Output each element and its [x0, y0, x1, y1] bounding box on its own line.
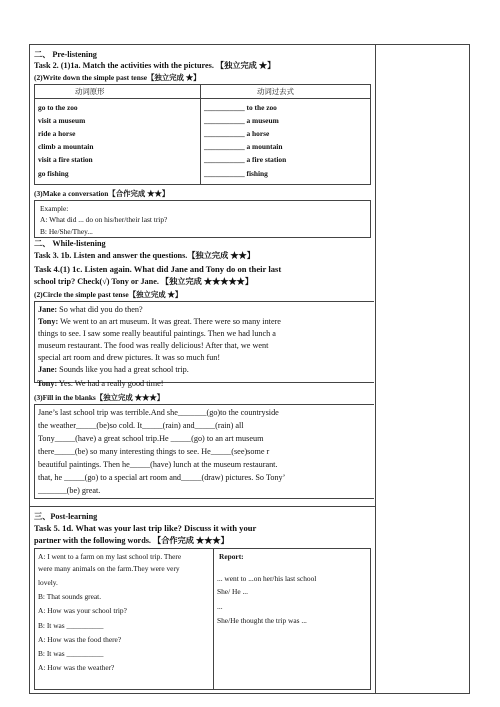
dialogue-line: A: How was the food there?: [38, 635, 122, 644]
report-line: She/ He ...: [217, 587, 248, 596]
base-verb: ride a horse: [38, 129, 76, 138]
task5-line2: partner with the following words. 【合作完成 ★★★】: [34, 536, 229, 545]
col-right-header: 动词过去式: [257, 87, 294, 96]
dialogue-line: B: It was __________: [38, 649, 104, 658]
section-divider: [30, 506, 375, 507]
dialogue-line: A: How was the weather?: [38, 663, 115, 672]
fill-line: beautiful paintings. Then he_____(have) lunch at the museum restaurant.: [38, 460, 278, 469]
example-box: [34, 200, 371, 238]
verb-table-divider: [200, 85, 201, 184]
dialogue-line: were many animals on the farm.They were very: [38, 564, 180, 573]
q3-label: (3)Make a conversation【合作完成 ★★】: [34, 189, 170, 198]
dialog-line: museum restaurant. The food was really delicious! After that, we went: [38, 341, 269, 350]
pre-heading: 二、 Pre-listening: [34, 50, 97, 59]
base-verb: go to the zoo: [38, 103, 78, 112]
past-verb: ___________ to the zoo: [204, 103, 277, 112]
example-line-b: B: He/She/They...: [40, 227, 93, 236]
task3-text: Task 3. 1b. Listen and answer the questions.【独立完成 ★★】: [34, 251, 255, 260]
verb-table-header-line: [35, 98, 370, 99]
discussion-divider: [213, 549, 214, 689]
post-heading: 三、Post-learning: [34, 512, 98, 521]
example-label: Example:: [40, 204, 69, 213]
main-column: [30, 45, 375, 693]
circle-label: (2)Circle the simple past tense【独立完成 ★】: [34, 290, 183, 299]
past-verb: ___________ a museum: [204, 116, 279, 125]
base-verb: climb a mountain: [38, 142, 94, 151]
dialogue-line: B: That sounds great.: [38, 592, 102, 601]
report-line: She/He thought the trip was ...: [217, 616, 307, 625]
task2-text: Task 2. (1)1a. Match the activities with the pictures. 【独立完成 ★】: [34, 61, 276, 70]
discussion-box: [34, 548, 371, 690]
col-left-header: 动词原形: [75, 87, 105, 96]
task4-line1: Task 4.(1) 1c. Listen again. What did Jane and Tony do on their last: [34, 264, 282, 274]
column-divider: [375, 45, 376, 693]
dialog-box: [34, 301, 374, 383]
dialogue-line: A: I went to a farm on my last school trip. There: [38, 552, 182, 561]
worksheet-table: [29, 44, 470, 694]
fill-box: [34, 404, 374, 499]
past-verb: ___________ a mountain: [204, 142, 283, 151]
past-verb: ___________ a horse: [204, 129, 270, 138]
fill-label: (3)Fill in the blanks【独立完成 ★★★】: [34, 393, 165, 402]
dialog-line: Tony: Yes. We had a really good time!: [37, 379, 164, 388]
base-verb: visit a museum: [38, 116, 86, 125]
fill-line: Jane’s last school trip was terrible.And she_______(go)to the countryside: [38, 408, 279, 417]
report-line: ...: [217, 602, 223, 611]
fill-line: there_____(be) so many interesting things to see. He_____(see)some r: [38, 447, 270, 456]
dialog-line: special art room and drew pictures. It was so much fun!: [38, 353, 221, 362]
base-verb: visit a fire station: [38, 155, 93, 164]
while-heading: 二、 While-listening: [34, 239, 106, 248]
report-title: Report:: [219, 552, 244, 561]
dialogue-line: lovely.: [38, 578, 58, 587]
verb-table: [34, 84, 371, 185]
example-line-a: A: What did ... do on his/her/their last trip?: [40, 215, 168, 224]
dialogue-line: A: How was your school trip?: [38, 606, 127, 615]
past-verb: ___________ a fire station: [204, 155, 287, 164]
q2-label: (2)Write down the simple past tense【独立完成 ★】: [34, 73, 201, 82]
past-verb: ___________ fishing: [204, 169, 268, 178]
dialogue-line: B: It was __________: [38, 621, 104, 630]
report-line: ... went to ...on her/his last school: [217, 574, 317, 583]
fill-line: the weather_____(be)so cold. It_____(rain) and_____(rain) all: [38, 421, 244, 430]
task4-line2: school trip? Check(√) Tony or Jane. 【独立完成 ★★★★★】: [34, 277, 254, 286]
fill-line: Tony_____(have) a great school trip.He _____(go) to an art museum: [38, 434, 264, 443]
fill-line: _______(be) great.: [38, 486, 101, 495]
base-verb: go fishing: [38, 169, 69, 178]
dialog-line: Jane: So what did you do then?: [38, 305, 143, 314]
dialog-line: things to see. I saw some really beautiful paintings. Then we had lunch a: [38, 329, 276, 338]
dialog-line: Tony: We went to an art museum. It was great. There were so many intere: [38, 317, 281, 326]
dialog-line: Jane: Sounds like you had a great school trip.: [38, 365, 189, 374]
task5-line1: Task 5. 1d. What was your last trip like? Discuss it with your: [34, 523, 257, 533]
fill-line: that, he _____(go) to a special art room and_____(draw) pictures. So Tony’: [38, 473, 286, 482]
